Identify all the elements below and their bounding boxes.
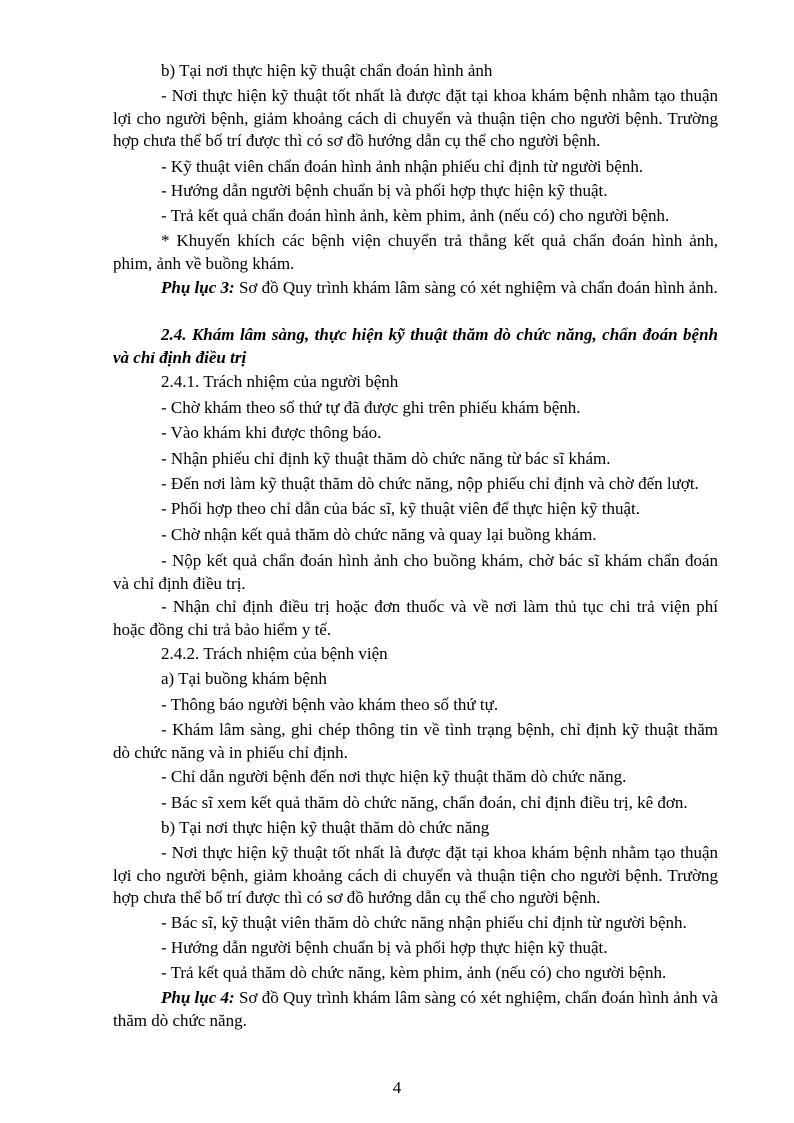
list-item: - Kỹ thuật viên chẩn đoán hình ảnh nhận phiếu chỉ định từ người bệnh. xyxy=(161,157,644,176)
page-number: 4 xyxy=(392,1078,402,1097)
list-item: - Bác sĩ xem kết quả thăm dò chức năng, chẩn đoán, chỉ định điều trị, kê đơn. xyxy=(161,793,688,812)
paragraph-function-test-location: - Nơi thực hiện kỹ thuật tốt nhất là được đặt tại khoa khám bệnh nhằm tạo thuận lợi cho người bệnh, giảm khoảng cách di chuyển và thuận tiện cho người bệnh. Trường hợp chưa thể bố trí được thì có sơ đồ hướng dẫn cụ thể cho người bệnh. xyxy=(113,843,718,907)
list-item: - Thông báo người bệnh vào khám theo số thứ tự. xyxy=(161,695,499,714)
appendix-4-reference xyxy=(113,987,718,1032)
heading-a-exam-room: a) Tại buồng khám bệnh xyxy=(161,669,327,688)
list-item: - Đến nơi làm kỹ thuật thăm dò chức năng, nộp phiếu chỉ định và chờ đến lượt. xyxy=(161,474,699,493)
list-item: - Khám lâm sàng, ghi chép thông tin về tình trạng bệnh, chỉ định kỹ thuật thăm dò chức năng và in phiếu chỉ định. xyxy=(113,720,718,762)
paragraph-encourage-note: * Khuyến khích các bệnh viện chuyển trả thẳng kết quả chẩn đoán hình ảnh, phim, ảnh về buồng khám. xyxy=(113,231,718,273)
list-item: - Phối hợp theo chỉ dẫn của bác sĩ, kỹ thuật viên để thực hiện kỹ thuật. xyxy=(161,499,640,518)
appendix-3-label: Phụ lục 3: xyxy=(161,278,235,297)
appendix-4-label: Phụ lục 4: xyxy=(161,988,235,1007)
list-item: - Trả kết quả chẩn đoán hình ảnh, kèm phim, ảnh (nếu có) cho người bệnh. xyxy=(161,206,670,225)
list-item: - Hướng dẫn người bệnh chuẩn bị và phối hợp thực hiện kỹ thuật. xyxy=(161,181,608,200)
section-heading-2-4: 2.4. Khám lâm sàng, thực hiện kỹ thuật thăm dò chức năng, chẩn đoán bệnh và chỉ định điều trị xyxy=(113,325,718,367)
appendix-4-text: Sơ đồ Quy trình khám lâm sàng có xét nghiệm, chẩn đoán hình ảnh và thăm dò chức năng. xyxy=(113,988,718,1030)
appendix-3-reference xyxy=(113,277,718,300)
list-item: - Nhận chỉ định điều trị hoặc đơn thuốc và về nơi làm thủ tục chi trả viện phí hoặc đồng chi trả bảo hiểm y tế. xyxy=(113,597,718,639)
list-item: - Nộp kết quả chẩn đoán hình ảnh cho buồng khám, chờ bác sĩ khám chẩn đoán và chỉ định điều trị. xyxy=(113,551,718,593)
heading-b-function-test: b) Tại nơi thực hiện kỹ thuật thăm dò chức năng xyxy=(161,818,490,837)
subsection-heading-2-4-1: 2.4.1. Trách nhiệm của người bệnh xyxy=(161,372,399,391)
list-item: - Chỉ dẫn người bệnh đến nơi thực hiện kỹ thuật thăm dò chức năng. xyxy=(161,767,627,786)
subsection-heading-2-4-2: 2.4.2. Trách nhiệm của bệnh viện xyxy=(161,644,388,663)
paragraph-imaging-location: - Nơi thực hiện kỹ thuật tốt nhất là được đặt tại khoa khám bệnh nhằm tạo thuận lợi cho người bệnh, giảm khoảng cách di chuyển và thuận tiện cho người bệnh. Trường hợp chưa thể bố trí được thì có sơ đồ hướng dẫn cụ thể cho người bệnh. xyxy=(113,86,718,150)
list-item: - Chờ khám theo số thứ tự đã được ghi trên phiếu khám bệnh. xyxy=(161,398,581,417)
heading-b-imaging: b) Tại nơi thực hiện kỹ thuật chẩn đoán hình ảnh xyxy=(161,61,493,80)
list-item: - Nhận phiếu chỉ định kỹ thuật thăm dò chức năng từ bác sĩ khám. xyxy=(161,449,611,468)
list-item: - Trả kết quả thăm dò chức năng, kèm phim, ảnh (nếu có) cho người bệnh. xyxy=(161,963,667,982)
appendix-3-text: Sơ đồ Quy trình khám lâm sàng có xét nghiệm và chẩn đoán hình ảnh. xyxy=(234,278,718,297)
list-item: - Chờ nhận kết quả thăm dò chức năng và quay lại buồng khám. xyxy=(161,525,597,544)
list-item: - Hướng dẫn người bệnh chuẩn bị và phối hợp thực hiện kỹ thuật. xyxy=(161,938,608,957)
list-item: - Vào khám khi được thông báo. xyxy=(161,423,382,442)
list-item: - Bác sĩ, kỹ thuật viên thăm dò chức năng nhận phiếu chỉ định từ người bệnh. xyxy=(161,913,687,932)
